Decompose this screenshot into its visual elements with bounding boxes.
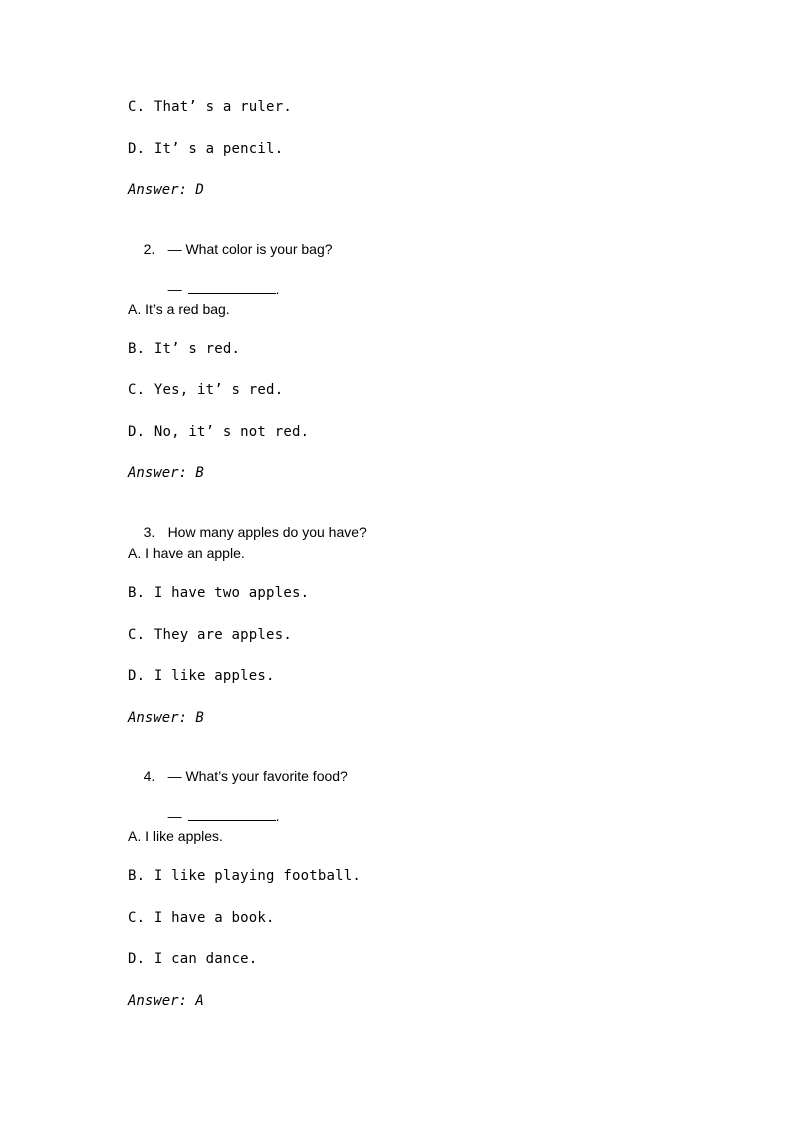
q2-prompt: — What color is your bag?	[167, 241, 333, 257]
q3-option-d: D. I like apples.	[128, 668, 275, 684]
q3-option-b: B. I have two apples.	[128, 585, 310, 601]
q4-blank-line	[188, 806, 276, 821]
q4-blank-end: .	[275, 808, 280, 824]
q3-option-a: A. I have an apple.	[128, 545, 245, 561]
q1-option-d: D. It’ s a pencil.	[128, 141, 284, 157]
q2-option-d: D. No, it’ s not red.	[128, 424, 310, 440]
q2-blank-end: .	[275, 281, 280, 297]
q4-answer: Answer: A	[128, 993, 204, 1009]
q3-answer: Answer: B	[128, 710, 204, 726]
q2-option-b: B. It’ s red.	[128, 341, 241, 357]
q2-answer: Answer: B	[128, 465, 204, 481]
q4-number: 4.	[143, 768, 156, 784]
q1-option-c: C. That’ s a ruler.	[128, 99, 292, 115]
q2-option-a: A. It’s a red bag.	[128, 301, 230, 317]
q4-option-b: B. I like playing football.	[128, 868, 361, 884]
q3-prompt: How many apples do you have?	[167, 524, 367, 540]
q4-option-c: C. I have a book.	[128, 910, 275, 926]
q2-option-c: C. Yes, it’ s red.	[128, 382, 284, 398]
q1-answer: Answer: D	[128, 182, 204, 198]
q2-blank-line	[188, 279, 276, 294]
q2-dash: —	[167, 281, 182, 297]
q4-option-d: D. I can dance.	[128, 951, 258, 967]
q3-option-c: C. They are apples.	[128, 627, 292, 643]
q4-option-a: A. I like apples.	[128, 828, 223, 844]
q4-prompt: — What’s your favorite food?	[167, 768, 348, 784]
q4-dash: —	[167, 808, 182, 824]
q2-number: 2.	[143, 241, 156, 257]
q3-number: 3.	[143, 524, 156, 540]
